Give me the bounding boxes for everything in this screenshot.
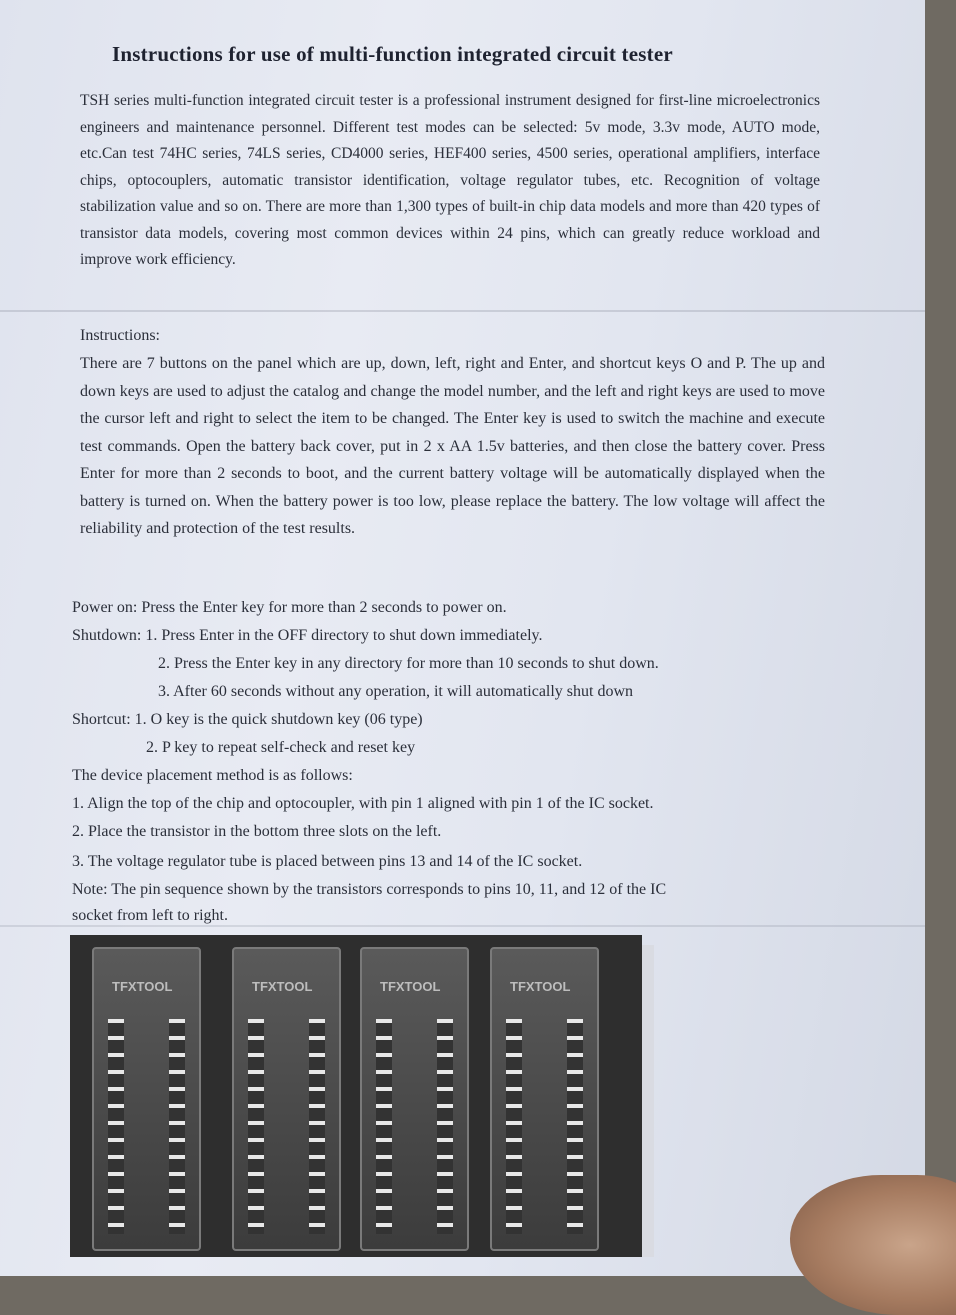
note-line-1: Note: The pin sequence shown by the transistors corresponds to pins 10, 11, and 12 of the IC [72,881,667,898]
shortcut-line-2: 2. P key to repeat self-check and reset key [146,739,416,756]
shutdown-line-2: 2. Press the Enter key in any directory for more than 10 seconds to shut down. [158,655,659,672]
placement-step-2: 2. Place the transistor in the bottom three slots on the left. [72,823,442,840]
instructions-heading: Instructions: [80,327,160,344]
socket-pins-right [567,1019,583,1234]
thumb [790,1175,956,1315]
intro-paragraph: TSH series multi-function integrated circuit tester is a professional instrument designed for first-line microelectronics engineers and maintenance personnel. Different test modes can be selected: 5v mode, 3.3v mode, AUTO mode, etc.Can test 74HC series, 74LS series, CD4000 series, HEF400 series, 4500 series, operational amplifiers, interface chips, optocouplers, automatic transistor identification, voltage regulator tubes, etc. Recognition of voltage stabilization value and so on. There are more than 1,300 types of built-in chip data models and more than 420 types of transistor data models, covering most common devices within 24 pins, which can greatly reduce workload and improve work efficiency. [80,92,820,268]
photo-gap [642,945,654,1257]
socket-pins-left [248,1019,264,1234]
power-on-line: Power on: Press the Enter key for more than 2 seconds to power on. [72,599,507,616]
document-title: Instructions for use of multi-function integrated circuit tester [112,42,673,66]
ic-socket-photo [92,947,201,1251]
socket-pins-left [108,1019,124,1234]
shortcut-line-1: Shortcut: 1. O key is the quick shutdown key (06 type) [72,711,423,728]
ic-socket-photo [232,947,341,1251]
shutdown-line-3: 3. After 60 seconds without any operation, it will automatically shut down [158,683,634,700]
shutdown-line-1: Shutdown: 1. Press Enter in the OFF directory to shut down immediately. [72,627,543,644]
placement-heading: The device placement method is as follows: [72,767,353,784]
socket-pins-right [169,1019,185,1234]
socket-label: TFXTOOL [380,979,441,994]
socket-pins-left [376,1019,392,1234]
socket-label: TFXTOOL [112,979,173,994]
socket-label: TFXTOOL [510,979,571,994]
ic-socket-photo [490,947,599,1251]
placement-step-1: 1. Align the top of the chip and optocoupler, with pin 1 aligned with pin 1 of the IC socket. [72,795,654,812]
socket-label: TFXTOOL [252,979,313,994]
socket-pins-right [309,1019,325,1234]
note-line-2: socket from left to right. [72,907,228,924]
socket-photo-strip [70,935,642,1257]
placement-step-3: 3. The voltage regulator tube is placed between pins 13 and 14 of the IC socket. [72,853,583,870]
fold-line [0,925,925,927]
instructions-paragraph: There are 7 buttons on the panel which are up, down, left, right and Enter, and shortcut keys O and P. The up and down keys are used to adjust the catalog and change the model number, and the left and right keys are used to move the cursor left and right to select the item to be changed. The Enter key is used to switch the machine and execute test commands. Open the battery back cover, put in 2 x AA 1.5v batteries, and then close the battery cover. Press Enter for more than 2 seconds to boot, and the current battery voltage will be automatically displayed when the battery is turned on. When the battery power is too low, please replace the battery. The low voltage will affect the reliability and protection of the test results. [80,355,825,537]
ic-socket-photo [360,947,469,1251]
socket-pins-left [506,1019,522,1234]
socket-pins-right [437,1019,453,1234]
